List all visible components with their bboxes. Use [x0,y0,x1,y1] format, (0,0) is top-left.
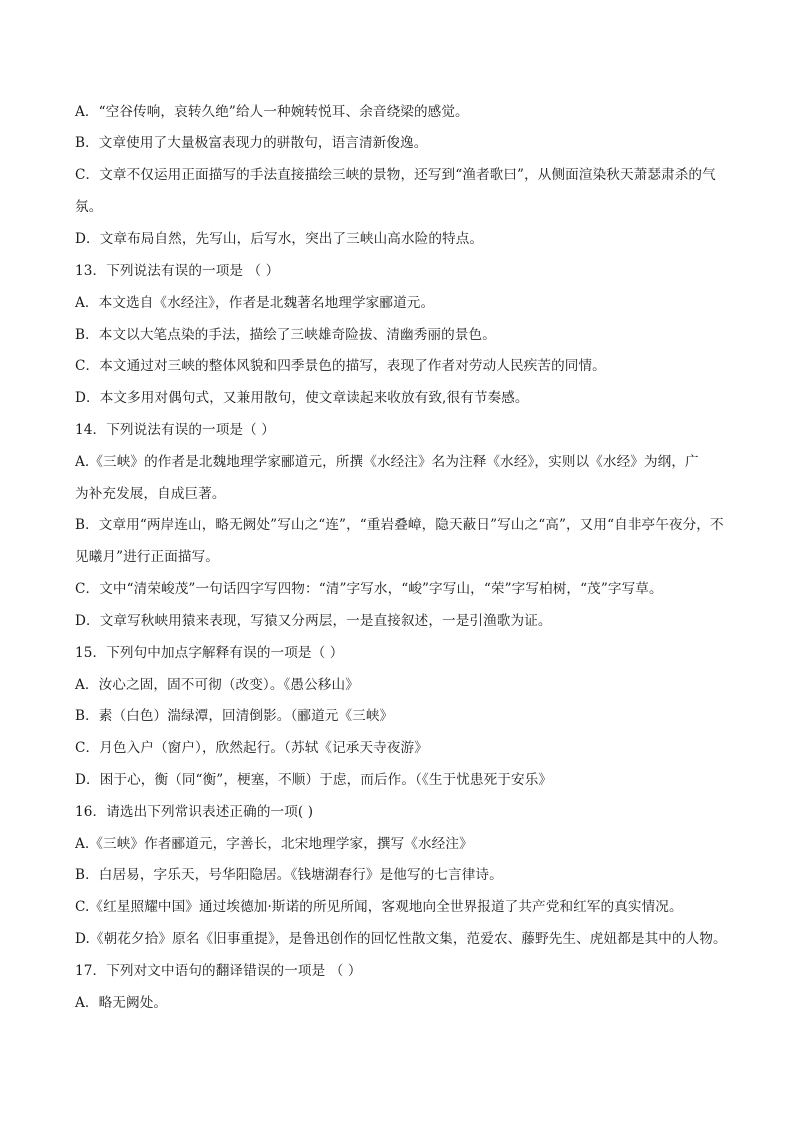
question-14: 14．下列说法有误的一项是（ ） [75,422,275,438]
option-17a: A．略无阙处。 [75,995,168,1011]
question-17: 17．下列对文中语句的翻译错误的一项是 （ ） [75,963,362,979]
option-12c-continued: 氛。 [75,199,103,215]
option-12c: C．文章不仅运用正面描写的手法直接描绘三峡的景物，还写到“渔者歌曰”，从侧面渲染秋天萧瑟肃杀的气 [75,167,716,183]
option-16d: D.《朝花夕拾》原名《旧事重提》，是鲁迅创作的回忆性散文集，范爱农、藤野先生、虎妞都是其中的人物。 [75,931,727,947]
question-13: 13．下列说法有误的一项是 （ ） [75,263,280,279]
option-13c: C．本文通过对三峡的整体风貌和四季景色的描写，表现了作者对劳动人民疾苦的同情。 [75,358,606,374]
option-14a-continued: 为补充发展，自成巨著。 [75,486,226,502]
option-14c: C．文中“清荣峻茂”一句话四字写四物：“清”字写水，“峻”字写山，“荣”字写柏树，“茂”字写草。 [75,581,663,597]
option-13d: D．本文多用对偶句式，又兼用散句，使文章读起来收放有致,很有节奏感。 [75,390,529,406]
question-16: 16．请选出下列常识表述正确的一项( ) [75,804,314,820]
option-14b-continued: 见曦月”进行正面描写。 [75,549,219,565]
option-14a: A.《三峡》的作者是北魏地理学家郦道元，所撰《水经注》名为注释《水经》，实则以《水经》为纲，广 [75,454,699,470]
option-16b: B．白居易，字乐天，号华阳隐居。《钱塘湖春行》是他写的七言律诗。 [75,867,503,883]
option-16a: A.《三峡》作者郦道元，字善长，北宋地理学家，撰写《水经注》 [75,836,473,852]
option-14d: D．文章写秋峡用猿来表现，写猿又分两层，一是直接叙述，一是引渔歌为证。 [75,613,552,629]
option-13b: B．本文以大笔点染的手法，描绘了三峡雄奇险拔、清幽秀丽的景色。 [75,327,496,343]
option-14b: B．文章用“两岸连山，略无阙处”写山之“连”，“重岩叠嶂，隐天蔽日”写山之“高”，又用“自非亭午夜分，不 [75,517,724,533]
option-15d: D．困于心，衡（同“衡”，梗塞，不顺）于虑，而后作。（《生于忧患死于安乐》 [75,772,553,788]
option-15b: B．素（白色）湍绿潭，回清倒影。（郦道元《三峡》 [75,708,394,724]
option-12b: B．文章使用了大量极富表现力的骈散句，语言清新俊逸。 [75,135,428,151]
option-16c: C.《红星照耀中国》通过埃德加·斯诺的所见所闻，客观地向全世界报道了共产党和红军的真实情况。 [75,899,683,915]
option-12a: A．“空谷传响，哀转久绝”给人一种婉转悦耳、余音绕梁的感觉。 [75,104,469,120]
option-13a: A．本文选自《水经注》，作者是北魏著名地理学家郦道元。 [75,295,435,311]
question-15: 15．下列句中加点字解释有误的一项是（ ） [75,645,344,661]
option-12d: D．文章布局自然，先写山，后写水，突出了三峡山高水险的特点。 [75,231,484,247]
option-15a: A．汝心之固，固不可彻（改变）。《愚公移山》 [75,677,359,693]
option-15c: C．月色入户（窗户），欣然起行。（苏轼《记承天寺夜游》 [75,740,428,756]
